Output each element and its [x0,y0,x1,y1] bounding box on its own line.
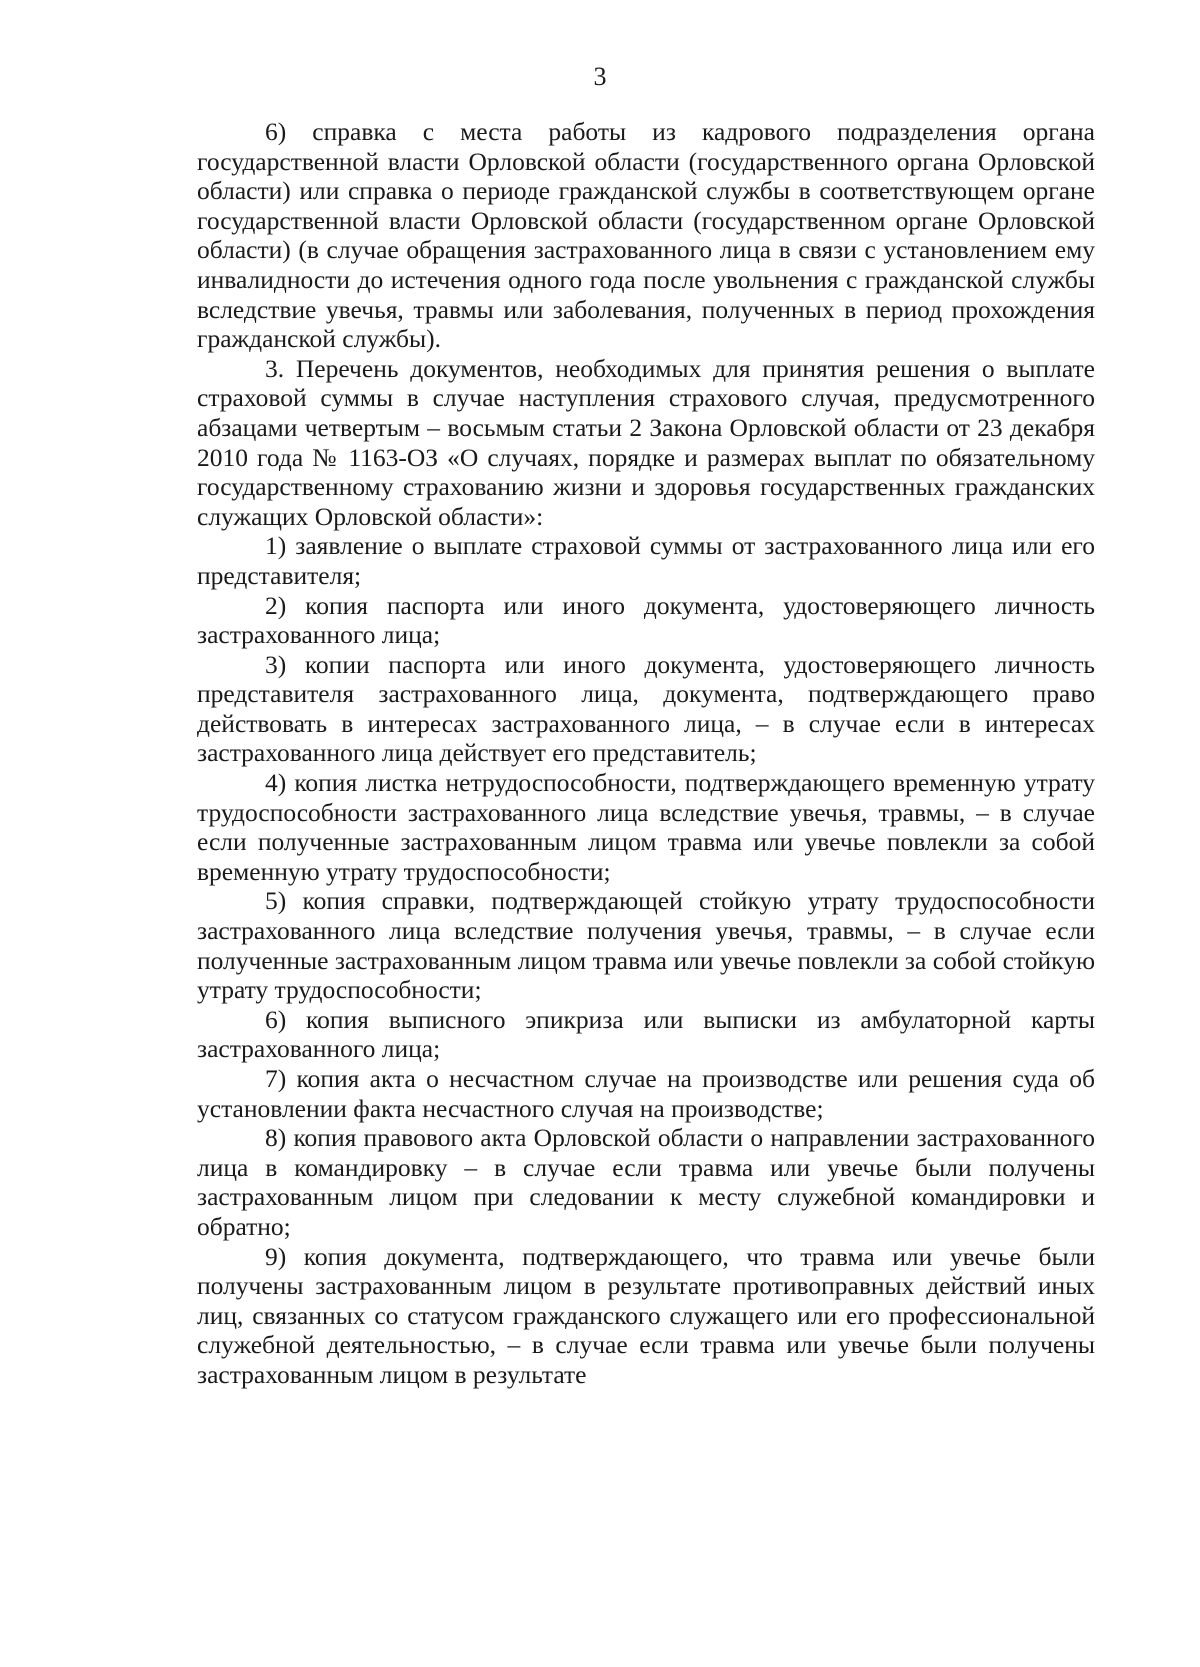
list-item-9: 9) копия документа, подтверждающего, что травма или увечье были получены застрахованным лицом в результате противоправных действий иных лиц, связанных со статусом гражданского служащего или его профессиональной служебной деятельностью, – в случае если травма или увечье были получены застрахованным лицом в результате [197,1241,1095,1389]
list-item-8: 8) копия правового акта Орловской области о направлении застрахованного лица в командировку – в случае если травма или увечье были получены застрахованным лицом при следовании к месту служебной командировки и обратно; [197,1123,1095,1241]
document-body [197,117,1095,1390]
list-item-3: 3) копии паспорта или иного документа, удостоверяющего личность представителя застрахованного лица, документа, подтверждающего право действовать в интересах застрахованного лица, – в случае если в интересах застрахованного лица действует его представитель; [197,649,1095,768]
page-number: 3 [593,62,607,91]
list-item-4: 4) копия листка нетрудоспособности, подтверждающего временную утрату трудоспособности застрахованного лица вследствие увечья, травмы, – в случае если полученные застрахованным лицом травма или увечье повлекли за собой временную утрату трудоспособности; [197,768,1095,886]
list-item-6: 6) копия выписного эпикриза или выписки из амбулаторной карты застрахованного лица; [197,1004,1095,1064]
paragraph-section-3: 3. Перечень документов, необходимых для принятия решения о выплате страховой суммы в случае наступления страхового случая, предусмотренного абзацами четвертым – восьмым статьи 2 Закона Орловской области от 23 декабря 2010 года № 1163-ОЗ «О случаях, порядке и размерах выплат по обязательному государственному страхованию жизни и здоровья государственных гражданских служащих Орловской области»: [197,353,1095,531]
paragraph-item-6-certificate: 6) справка с места работы из кадрового подразделения органа государственной власти Орловской области (государственного органа Орловской области) или справка о периоде гражданской службы в соответствующем органе государственной власти Орловской области (государственном органе Орловской области) (в случае обращения застрахованного лица в связи с установлением ему инвалидности до истечения одного года после увольнения с гражданской службы вследствие увечья, травмы или заболевания, полученных в период прохождения гражданской службы). [197,117,1095,354]
list-item-7: 7) копия акта о несчастном случае на производстве или решения суда об установлении факта несчастного случая на производстве; [197,1064,1095,1123]
list-item-5: 5) копия справки, подтверждающей стойкую утрату трудоспособности застрахованного лица вследствие получения увечья, травмы, – в случае если полученные застрахованным лицом травма или увечье повлекли за собой стойкую утрату трудоспособности; [197,886,1095,1005]
list-item-1: 1) заявление о выплате страховой суммы от застрахованного лица или его представителя; [197,531,1095,590]
list-item-2: 2) копия паспорта или иного документа, удостоверяющего личность застрахованного лица; [197,590,1095,650]
